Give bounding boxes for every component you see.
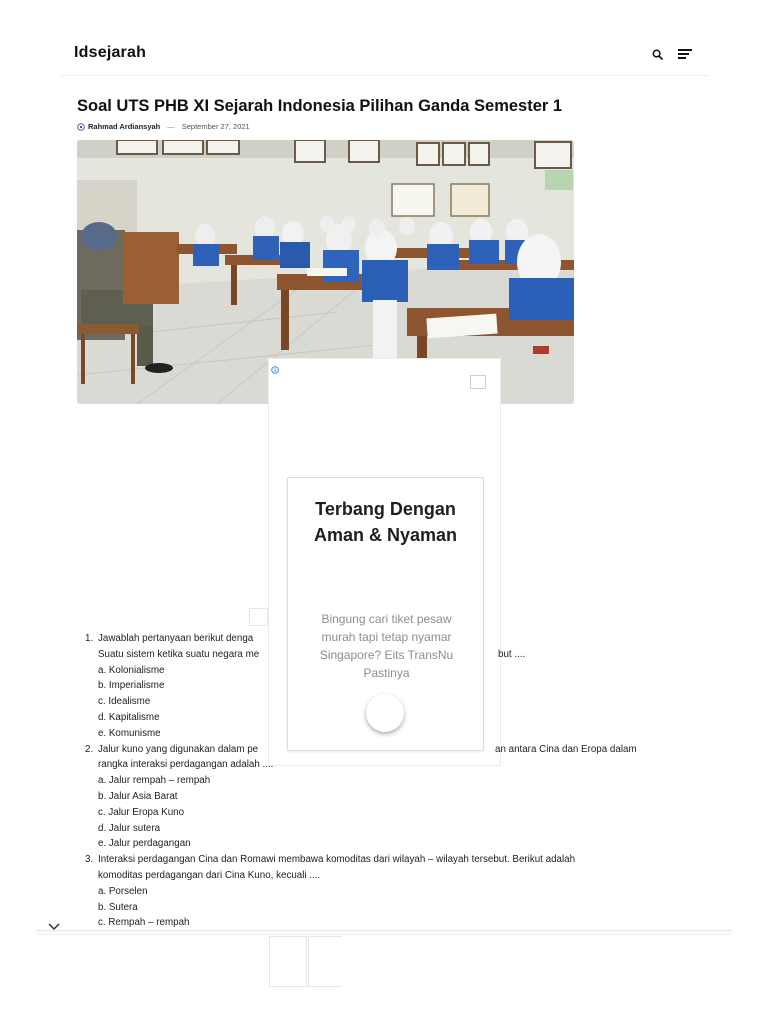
question-text: Jalur kuno yang digunakan dalam pe an antara Cina dan Eropa dalam <box>98 743 637 755</box>
ad-body-line-2: murah tapi tetap nyamar <box>321 630 452 644</box>
header-actions <box>649 46 693 62</box>
article-title: Soal UTS PHB XI Sejarah Indonesia Pilihan Ganda Semester 1 <box>77 97 563 115</box>
ad-close-button[interactable] <box>470 375 486 389</box>
question-number: 1. <box>85 633 94 644</box>
sticky-ad-bar <box>36 930 732 935</box>
answer-option: e. Jalur perdagangan <box>98 838 191 850</box>
answer-option: c. Rempah – rempah <box>98 917 190 929</box>
ad-info-icon[interactable] <box>271 361 279 379</box>
article-meta <box>77 122 250 131</box>
answer-option: b. Sutera <box>98 901 138 913</box>
ad-headline-line-1: Terbang Dengan <box>315 499 456 519</box>
question-text-2: Suatu sistem ketika suatu negara me but .... <box>98 648 526 660</box>
question-text-2: komoditas perdagangan dari Cina Kuno, kecuali .... <box>98 869 321 881</box>
site-logo[interactable]: Idsejarah <box>74 44 147 61</box>
question-item <box>85 631 685 742</box>
author-icon <box>77 123 85 131</box>
question-text-2: rangka interaksi perdagangan adalah .... <box>98 759 274 771</box>
sticky-ad-slot[interactable] <box>269 936 307 987</box>
answer-option: c. Jalur Eropa Kuno <box>98 806 185 818</box>
placeholder-box <box>249 608 268 626</box>
chevron-down-icon[interactable] <box>47 919 61 937</box>
question-item <box>85 852 685 931</box>
meta-separator: — <box>167 122 175 131</box>
ad-headline <box>288 496 483 548</box>
ad-body-line-1: Bingung cari tiket pesaw <box>321 612 452 626</box>
question-item <box>85 742 685 853</box>
question-text: Jawablah pertanyaan berikut denga <box>98 633 254 644</box>
question-list <box>85 631 685 931</box>
search-icon[interactable] <box>649 46 665 62</box>
author-name[interactable]: Rahmad Ardiansyah <box>88 122 161 131</box>
answer-option: c. Idealisme <box>98 696 151 708</box>
answer-option: e. Komunisme <box>98 727 161 739</box>
ad-headline-line-2: Aman & Nyaman <box>313 525 458 545</box>
answer-option: a. Jalur rempah – rempah <box>98 775 211 787</box>
answer-option: b. Imperialisme <box>98 680 165 692</box>
question-number: 3. <box>85 854 94 866</box>
answer-option: d. Kapitalisme <box>98 711 160 723</box>
site-header <box>61 32 709 76</box>
question-number: 2. <box>85 743 94 755</box>
menu-icon[interactable] <box>677 46 693 62</box>
question-text: Interaksi perdagangan Cina dan Romawi membawa komoditas dari wilayah – wilayah tersebut. Berikut adalah <box>98 854 576 866</box>
sticky-ad-slot[interactable] <box>308 936 342 987</box>
answer-option: b. Jalur Asia Barat <box>98 790 178 802</box>
answer-option: a. Kolonialisme <box>98 664 165 676</box>
publish-date: September 27, 2021 <box>181 122 250 131</box>
ad-body-line-4: Pastinya <box>363 666 410 680</box>
ad-body-line-3: Singapore? Eits TransNu <box>319 648 454 662</box>
answer-option: a. Porselen <box>98 885 148 897</box>
answer-option: d. Jalur sutera <box>98 822 161 834</box>
